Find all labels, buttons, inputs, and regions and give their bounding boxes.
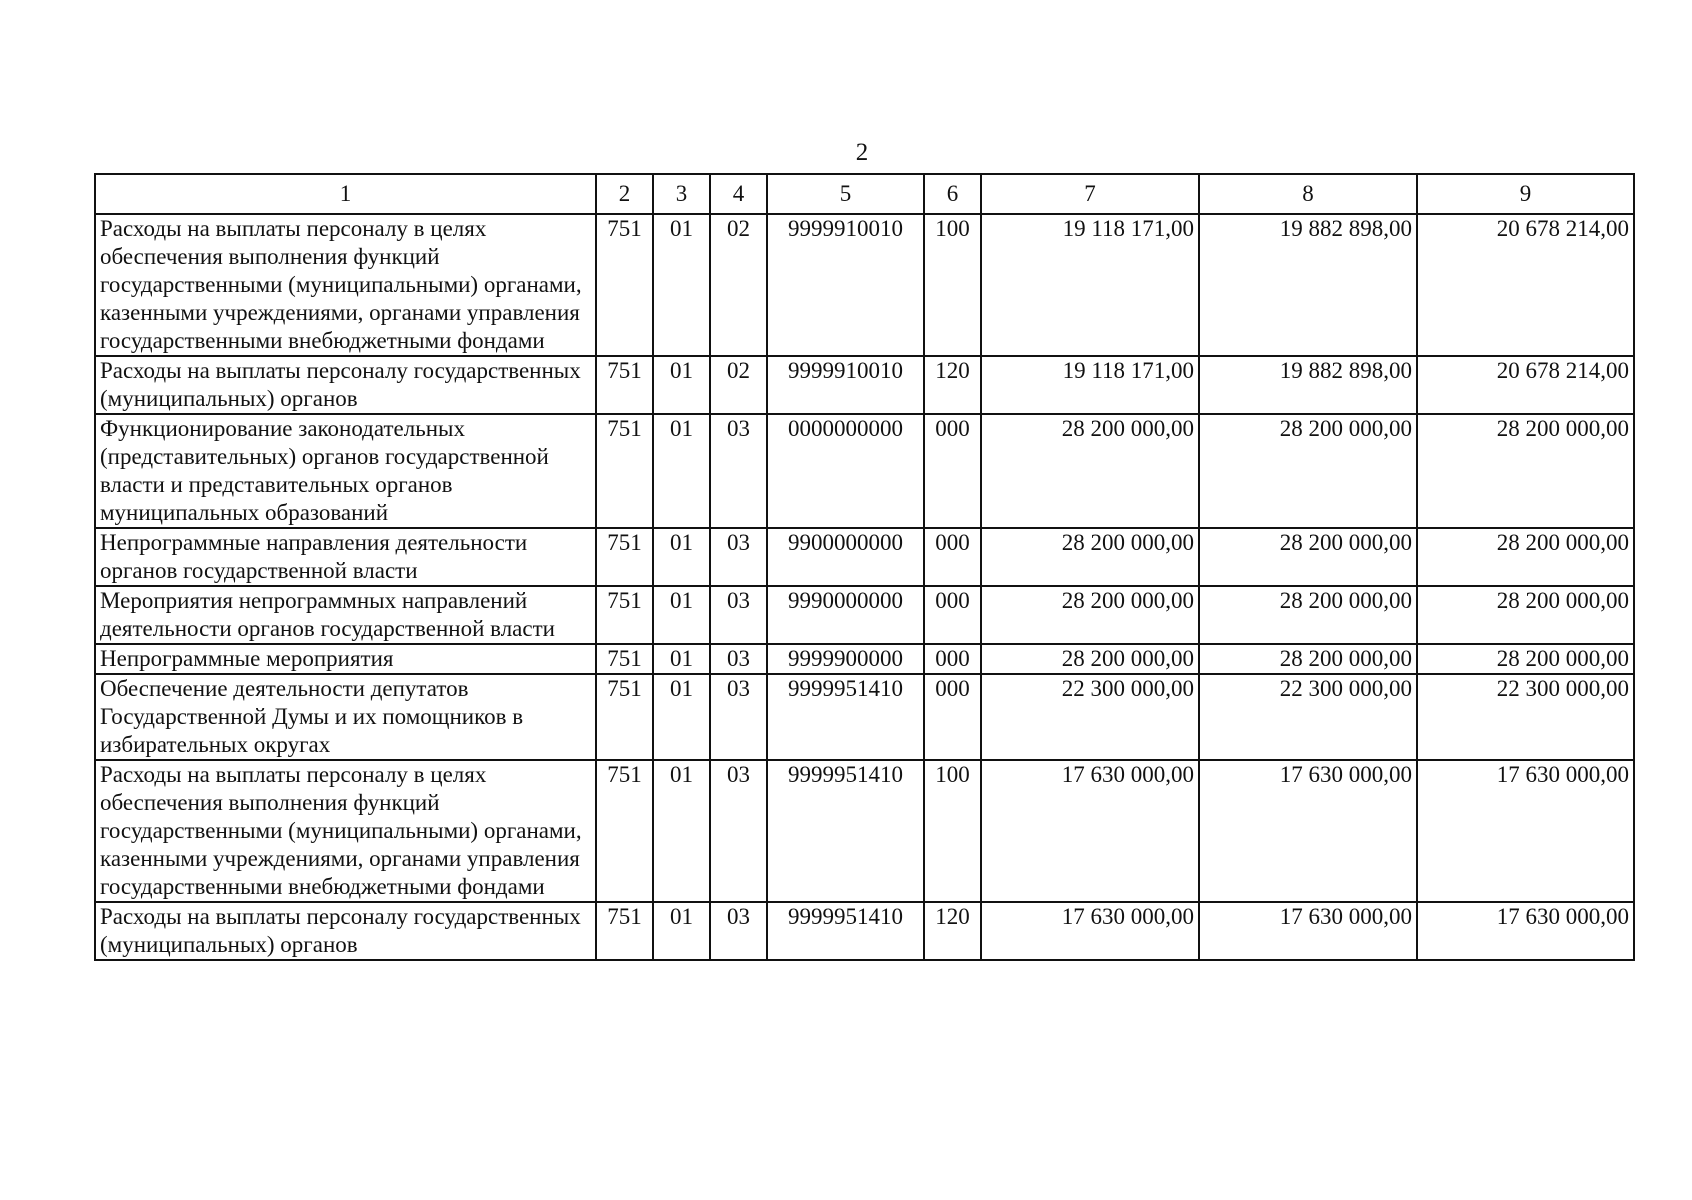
header-cell-1: 1: [95, 174, 596, 214]
section-code: 01: [653, 356, 710, 414]
amount-col-9: 22 300 000,00: [1417, 674, 1634, 760]
target-article-code: 9999951410: [767, 902, 924, 960]
ministry-code: 751: [596, 356, 653, 414]
ministry-code: 751: [596, 674, 653, 760]
amount-col-8: 28 200 000,00: [1199, 414, 1417, 528]
amount-col-9: 28 200 000,00: [1417, 414, 1634, 528]
page-number: 2: [855, 139, 869, 166]
subsection-code: 03: [710, 674, 767, 760]
subsection-code: 03: [710, 586, 767, 644]
amount-col-9: 17 630 000,00: [1417, 760, 1634, 902]
amount-col-7: 28 200 000,00: [981, 528, 1199, 586]
amount-col-9: 17 630 000,00: [1417, 902, 1634, 960]
amount-col-7: 28 200 000,00: [981, 414, 1199, 528]
table-row: [95, 760, 1634, 902]
amount-col-9: 20 678 214,00: [1417, 356, 1634, 414]
target-article-code: 9999900000: [767, 644, 924, 674]
expense-name: Расходы на выплаты персоналу в целях обеспечения выполнения функций государственными (муниципальными) органами, казенными учреждениями, органами управления государственными внебюджетными фондами: [95, 760, 596, 902]
amount-col-7: 19 118 171,00: [981, 214, 1199, 356]
subsection-code: 02: [710, 356, 767, 414]
section-code: 01: [653, 760, 710, 902]
amount-col-7: 17 630 000,00: [981, 902, 1199, 960]
header-cell-4: 4: [710, 174, 767, 214]
amount-col-9: 28 200 000,00: [1417, 644, 1634, 674]
header-cell-9: 9: [1417, 174, 1634, 214]
amount-col-7: 22 300 000,00: [981, 674, 1199, 760]
expense-type-code: 100: [924, 214, 981, 356]
amount-col-7: 19 118 171,00: [981, 356, 1199, 414]
table-row: [95, 356, 1634, 414]
amount-col-8: 28 200 000,00: [1199, 644, 1417, 674]
subsection-code: 03: [710, 644, 767, 674]
expense-name: Расходы на выплаты персоналу государственных (муниципальных) органов: [95, 902, 596, 960]
expense-type-code: 000: [924, 414, 981, 528]
expense-name: Расходы на выплаты персоналу в целях обеспечения выполнения функций государственными (муниципальными) органами, казенными учреждениями, органами управления государственными внебюджетными фондами: [95, 214, 596, 356]
header-cell-7: 7: [981, 174, 1199, 214]
subsection-code: 02: [710, 214, 767, 356]
section-code: 01: [653, 586, 710, 644]
expense-type-code: 120: [924, 356, 981, 414]
expense-type-code: 120: [924, 902, 981, 960]
amount-col-8: 28 200 000,00: [1199, 586, 1417, 644]
header-cell-5: 5: [767, 174, 924, 214]
expense-type-code: 100: [924, 760, 981, 902]
expense-name: Функционирование законодательных (представительных) органов государственной власти и представительных органов муниципальных образований: [95, 414, 596, 528]
table-row: [95, 586, 1634, 644]
amount-col-9: 20 678 214,00: [1417, 214, 1634, 356]
subsection-code: 03: [710, 528, 767, 586]
ministry-code: 751: [596, 760, 653, 902]
expense-name: Непрограммные мероприятия: [95, 644, 596, 674]
expense-name: Непрограммные направления деятельности органов государственной власти: [95, 528, 596, 586]
amount-col-8: 22 300 000,00: [1199, 674, 1417, 760]
table-row: [95, 674, 1634, 760]
subsection-code: 03: [710, 414, 767, 528]
header-cell-6: 6: [924, 174, 981, 214]
subsection-code: 03: [710, 760, 767, 902]
target-article-code: 0000000000: [767, 414, 924, 528]
header-row: [95, 174, 1634, 214]
section-code: 01: [653, 414, 710, 528]
ministry-code: 751: [596, 644, 653, 674]
amount-col-8: 17 630 000,00: [1199, 902, 1417, 960]
target-article-code: 9990000000: [767, 586, 924, 644]
target-article-code: 9999951410: [767, 760, 924, 902]
amount-col-8: 17 630 000,00: [1199, 760, 1417, 902]
header-cell-3: 3: [653, 174, 710, 214]
amount-col-7: 28 200 000,00: [981, 586, 1199, 644]
section-code: 01: [653, 674, 710, 760]
table-row: [95, 902, 1634, 960]
target-article-code: 9999910010: [767, 214, 924, 356]
section-code: 01: [653, 528, 710, 586]
expense-name: Обеспечение деятельности депутатов Государственной Думы и их помощников в избирательных округах: [95, 674, 596, 760]
ministry-code: 751: [596, 586, 653, 644]
amount-col-8: 19 882 898,00: [1199, 356, 1417, 414]
table-row: [95, 644, 1634, 674]
amount-col-9: 28 200 000,00: [1417, 528, 1634, 586]
table-row: [95, 528, 1634, 586]
ministry-code: 751: [596, 528, 653, 586]
budget-table: [94, 173, 1635, 961]
amount-col-8: 28 200 000,00: [1199, 528, 1417, 586]
section-code: 01: [653, 644, 710, 674]
expense-name: Мероприятия непрограммных направлений деятельности органов государственной власти: [95, 586, 596, 644]
table-row: [95, 414, 1634, 528]
table-row: [95, 214, 1634, 356]
expense-type-code: 000: [924, 644, 981, 674]
expense-name: Расходы на выплаты персоналу государственных (муниципальных) органов: [95, 356, 596, 414]
amount-col-8: 19 882 898,00: [1199, 214, 1417, 356]
section-code: 01: [653, 214, 710, 356]
expense-type-code: 000: [924, 586, 981, 644]
ministry-code: 751: [596, 902, 653, 960]
subsection-code: 03: [710, 902, 767, 960]
amount-col-9: 28 200 000,00: [1417, 586, 1634, 644]
target-article-code: 9999951410: [767, 674, 924, 760]
section-code: 01: [653, 902, 710, 960]
amount-col-7: 17 630 000,00: [981, 760, 1199, 902]
amount-col-7: 28 200 000,00: [981, 644, 1199, 674]
target-article-code: 9900000000: [767, 528, 924, 586]
header-cell-2: 2: [596, 174, 653, 214]
ministry-code: 751: [596, 214, 653, 356]
expense-type-code: 000: [924, 528, 981, 586]
target-article-code: 9999910010: [767, 356, 924, 414]
expense-type-code: 000: [924, 674, 981, 760]
header-cell-8: 8: [1199, 174, 1417, 214]
ministry-code: 751: [596, 414, 653, 528]
